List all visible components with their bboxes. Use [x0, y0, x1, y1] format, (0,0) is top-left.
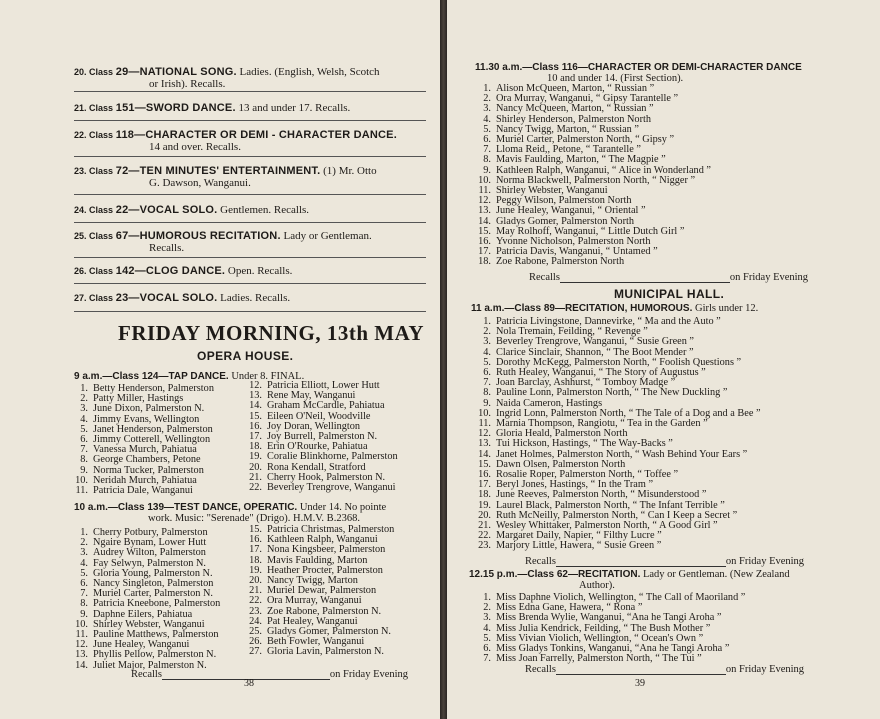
entry-text: Patricia Livingstone, Dannevirke, “ Ma and the Auto ”: [496, 316, 721, 327]
entry-number: 15.: [249, 410, 262, 422]
test-dance-list-2: [248, 525, 394, 658]
divider: [74, 156, 426, 157]
entry-text: Muriel Carter, Palmerston North, “ Gipsy ”: [496, 134, 675, 146]
entry-text: Kathleen Ralph, Wanganui: [267, 534, 378, 546]
entry-number: 3.: [80, 547, 88, 559]
entry-text: Muriel Dewar, Palmerston: [267, 585, 377, 597]
entry-number: 10.: [75, 474, 88, 486]
entry-number: 7.: [483, 144, 491, 156]
entry-text: Nancy Singleton, Palmerston: [93, 578, 214, 590]
entry-number: 21.: [249, 585, 262, 597]
entry-text: Beth Fowler, Wanganui: [267, 636, 365, 648]
entry-text: Nancy McQueen, Marton, “ Russian ”: [496, 103, 654, 115]
entry-number: 22.: [249, 482, 262, 494]
character-dance-heading: 11.30 a.m.—Class 116—CHARACTER OR DEMI-CHARACTER DANCE 10 and under 14. (First Section).: [475, 62, 802, 84]
class-26: 26. Class 142—CLOG DANCE. Open. Recalls.: [74, 265, 293, 277]
class-24: 24. Class 22—VOCAL SOLO. Gentlemen. Recalls.: [74, 204, 310, 216]
entry-text: June Healey, Wanganui, “ Oriental ”: [496, 205, 646, 217]
entry-number: 8.: [483, 154, 491, 166]
entry-number: 12.: [75, 639, 88, 651]
entry-text: Kathleen Ralph, Wanganui, “ Alice in Wonderland ”: [496, 164, 711, 176]
entry-text: Betty Henderson, Palmerston: [93, 383, 214, 394]
entry-text: Rona Kendall, Stratford: [267, 461, 366, 473]
entry-text: Ruth Healey, Wanganui, “ The Story of Augustus ”: [496, 367, 706, 379]
entry-text: Ora Murray, Wanganui: [267, 595, 362, 607]
entry-text: Naida Cameron, Hastings: [496, 397, 603, 409]
entry-number: 9.: [80, 464, 88, 476]
entry-number: 6.: [483, 134, 491, 146]
entry-number: 19.: [249, 564, 262, 576]
entry-number: 22.: [249, 595, 262, 607]
list-item: [477, 654, 745, 664]
entry-text: Nola Tremain, Feilding, “ Revenge ”: [496, 326, 648, 338]
entry-text: May Rolhoff, Wanganui, “ Little Dutch Girl ”: [496, 225, 685, 237]
list-item: [477, 541, 761, 551]
class-20: 20. Class 29—NATIONAL SONG. Ladies. (English, Welsh, Scotch or Irish). Recalls.: [74, 66, 380, 90]
entry-number: 10.: [75, 618, 88, 630]
entry-text: June Dixon, Palmerston N.: [93, 403, 205, 415]
entry-number: 19.: [249, 451, 262, 463]
entry-number: 9.: [80, 608, 88, 620]
entry-number: 1.: [80, 383, 88, 394]
entry-number: 1.: [80, 527, 88, 538]
entry-text: Juliet Major, Palmerston N.: [93, 659, 207, 671]
character-dance-list: [477, 84, 711, 268]
entry-number: 20.: [478, 509, 491, 521]
entry-text: Rene May, Wanganui: [267, 390, 356, 402]
entry-number: 4.: [483, 346, 491, 358]
entry-number: 7.: [483, 653, 491, 665]
entry-number: 21.: [478, 520, 491, 532]
entry-number: 11.: [75, 485, 88, 497]
entry-number: 22.: [478, 530, 491, 542]
entry-number: 2.: [483, 326, 491, 338]
entry-number: 25.: [249, 626, 262, 638]
class-21: 21. Class 151—SWORD DANCE. 13 and under 17. Recalls.: [74, 102, 351, 114]
page-number: 38: [244, 678, 254, 689]
entry-number: 15.: [478, 458, 491, 470]
entry-text: Jimmy Evans, Wellington: [93, 413, 200, 425]
entry-number: 1.: [483, 83, 491, 94]
entry-text: Patricia Davis, Wanganui, “ Untamed ”: [496, 246, 658, 258]
entry-number: 4.: [80, 413, 88, 425]
divider: [74, 257, 426, 258]
entry-number: 4.: [80, 557, 88, 569]
entry-text: Wesley Whittaker, Palmerston North, “ A Good Girl ”: [496, 520, 718, 532]
entry-text: Miss Daphne Violich, Wellington, “ The Call of Maoriland ”: [496, 592, 746, 603]
entry-text: Janet Henderson, Palmerston: [93, 423, 213, 435]
entry-number: 17.: [478, 479, 491, 491]
divider: [74, 222, 426, 223]
entry-text: Pauline Lonn, Palmerston North, “ The New Duckling ”: [496, 387, 728, 399]
entry-text: Shirley Henderson, Palmerston North: [496, 113, 652, 125]
recitation-nz-list: [477, 593, 745, 664]
entry-text: Audrey Wilton, Palmerston: [93, 547, 206, 559]
list-item: [248, 647, 394, 657]
entry-text: Jimmy Cotterell, Wellington: [93, 434, 211, 446]
entry-text: Peggy Wilson, Palmerston North: [496, 195, 632, 207]
entry-number: 1.: [483, 592, 491, 603]
entry-text: Graham McCardle, Pahiatua: [267, 400, 385, 412]
entry-number: 4.: [483, 113, 491, 125]
entry-number: 3.: [483, 336, 491, 348]
tap-dance-list-2: [248, 381, 398, 493]
entry-number: 18.: [478, 489, 491, 501]
entry-number: 6.: [483, 367, 491, 379]
entry-text: Gloria Heald, Palmerston North: [496, 428, 628, 440]
recalls-line: Recalls on Friday Evening: [525, 556, 805, 567]
entry-number: 14.: [478, 215, 491, 227]
entry-text: Phyllis Pellow, Palmerston N.: [93, 649, 217, 661]
entry-text: June Reeves, Palmerston North, “ Misunderstood ”: [496, 489, 707, 501]
page-number: 39: [635, 678, 645, 689]
session-heading: FRIDAY MORNING, 13th MAY: [118, 321, 425, 345]
entry-number: 5.: [80, 567, 88, 579]
entry-text: Gladys Gomer, Palmerston N.: [267, 626, 391, 638]
entry-number: 21.: [249, 471, 262, 483]
entry-text: Joy Doran, Wellington: [267, 420, 361, 432]
entry-text: Gloria Young, Palmerston N.: [93, 567, 213, 579]
entry-text: Muriel Carter, Palmerston N.: [93, 588, 213, 600]
entry-text: Mavis Faulding, Marton: [267, 554, 368, 566]
entry-number: 11.: [75, 629, 88, 641]
entry-number: 2.: [483, 602, 491, 614]
entry-text: Yvonne Nicholson, Palmerston North: [496, 236, 651, 248]
class-25: 25. Class 67—HUMOROUS RECITATION. Lady or Gentleman. Recalls.: [74, 230, 372, 254]
recitation-nz-heading: 12.15 p.m.—Class 62—RECITATION. Lady or Gentleman. (New Zealand Author).: [469, 569, 790, 591]
entry-text: Joan Barclay, Ashhurst, “ Tomboy Madge ”: [496, 377, 676, 389]
entry-number: 8.: [80, 454, 88, 466]
entry-number: 14.: [249, 400, 262, 412]
entry-text: Mavis Faulding, Marton, “ The Magpie ”: [496, 154, 666, 166]
entry-text: Miss Brenda Wylie, Wanganui, “Ana he Tangi Aroha ”: [496, 612, 722, 624]
divider: [74, 194, 426, 195]
right-page: [447, 0, 880, 719]
entry-number: 15.: [249, 524, 262, 535]
entry-number: 5.: [483, 632, 491, 644]
entry-number: 13.: [478, 205, 491, 217]
entry-text: Janet Holmes, Palmerston North, “ Wash Behind Your Ears ”: [496, 448, 748, 460]
entry-number: 6.: [80, 434, 88, 446]
divider: [74, 283, 426, 284]
entry-text: Miss Julia Kendrick, Feilding, “ The Bush Mother ”: [496, 622, 711, 634]
entry-number: 8.: [80, 598, 88, 610]
entry-number: 13.: [478, 438, 491, 450]
list-item: [248, 483, 398, 493]
entry-text: Ora Murray, Wanganui, “ Gipsy Tarantelle ”: [496, 93, 679, 105]
entry-text: June Healey, Wanganui: [93, 639, 190, 651]
entry-text: Margaret Daily, Napier, “ Filthy Lucre ”: [496, 530, 662, 542]
class-22: 22. Class 118—CHARACTER OR DEMI - CHARACTER DANCE. 14 and over. Recalls.: [74, 129, 397, 153]
entry-text: Norma Tucker, Palmerston: [93, 464, 204, 476]
entry-text: Rosalie Roper, Palmerston North, “ Toffee ”: [496, 469, 679, 481]
entry-text: Dawn Olsen, Palmerston North: [496, 458, 626, 470]
entry-number: 8.: [483, 387, 491, 399]
entry-number: 3.: [80, 403, 88, 415]
entry-number: 12.: [478, 428, 491, 440]
entry-number: 11.: [478, 185, 491, 197]
entry-number: 12.: [249, 380, 262, 391]
entry-text: Coralie Blinkhorne, Palmerston: [267, 451, 398, 463]
venue-heading: OPERA HOUSE.: [197, 349, 294, 363]
entry-text: Heather Procter, Palmerston: [267, 564, 383, 576]
entry-text: Patricia Christmas, Palmerston: [267, 524, 395, 535]
entry-number: 9.: [483, 164, 491, 176]
entry-text: Patricia Elliott, Lower Hutt: [267, 380, 380, 391]
entry-text: Zoe Rabone, Palmerston N.: [267, 605, 382, 617]
venue-heading: MUNICIPAL HALL.: [614, 287, 725, 301]
entry-text: Ingrid Lonn, Palmerston North, “ The Tale of a Dog and a Bee ”: [496, 407, 761, 419]
entry-text: Nancy Twigg, Marton, “ Russian ”: [496, 123, 639, 135]
entry-text: Miss Joan Farrelly, Palmerston North, “ The Tui ”: [496, 653, 702, 665]
test-dance-list-1: [74, 528, 220, 671]
entry-number: 2.: [483, 93, 491, 105]
entry-text: Norma Blackwell, Palmerston North, “ Nigger ”: [496, 174, 696, 186]
entry-text: Miss Edna Gane, Hawera, “ Rona ”: [496, 602, 643, 614]
divider: [74, 311, 426, 312]
entry-number: 15.: [478, 225, 491, 237]
entry-text: Shirley Webster, Wanganui: [93, 618, 205, 630]
entry-text: Shirley Webster, Wanganui: [496, 185, 608, 197]
entry-text: Fay Selwyn, Palmerston N.: [93, 557, 206, 569]
entry-text: Eileen O'Neil, Woodville: [267, 410, 371, 422]
entry-text: Nona Kingsbeer, Palmerston: [267, 544, 386, 556]
entry-number: 26.: [249, 636, 262, 648]
entry-number: 7.: [483, 377, 491, 389]
entry-text: George Chambers, Petone: [93, 454, 201, 466]
entry-text: Alison McQueen, Marton, “ Russian ”: [496, 83, 655, 94]
entry-number: 3.: [483, 103, 491, 115]
entry-text: Beryl Jones, Hastings, “ In the Tram ”: [496, 479, 654, 491]
entry-number: 4.: [483, 622, 491, 634]
entry-text: Miss Vivian Violich, Wellington, “ Ocean's Own ”: [496, 632, 704, 644]
entry-text: Vanessa Murch, Pahiatua: [93, 444, 197, 456]
tap-dance-list-1: [74, 384, 214, 496]
divider: [74, 120, 426, 121]
entry-number: 17.: [249, 431, 262, 443]
entry-text: Cherry Potbury, Palmerston: [93, 527, 208, 538]
entry-number: 20.: [249, 461, 262, 473]
entry-text: Neridah Murch, Pahiatua: [93, 474, 197, 486]
entry-number: 3.: [483, 612, 491, 624]
entry-number: 16.: [478, 469, 491, 481]
entry-number: 27.: [249, 646, 262, 658]
entry-text: Daphne Eilers, Pahiatua: [93, 608, 193, 620]
entry-text: Erin O'Rourke, Pahiatua: [267, 441, 368, 453]
entry-number: 2.: [80, 537, 88, 549]
entry-text: Zoe Rabone, Palmerston North: [496, 256, 625, 268]
entry-number: 9.: [483, 397, 491, 409]
entry-text: Nancy Twigg, Marton: [267, 575, 358, 587]
entry-text: Cherry Hook, Palmerston N.: [267, 471, 386, 483]
recalls-line: Recalls on Friday Evening: [529, 272, 809, 283]
entry-number: 24.: [249, 615, 262, 627]
recitation-humorous-list: [477, 317, 761, 552]
entry-text: Marnia Thompson, Rangiotu, “ Tea in the Garden ”: [496, 418, 708, 430]
entry-text: Joy Burrell, Palmerston N.: [267, 431, 378, 443]
recitation-humorous-heading: 11 a.m.—Class 89—RECITATION, HUMOROUS. Girls under 12.: [471, 303, 759, 314]
entry-text: Tui Hickson, Hastings, “ The Way-Backs ”: [496, 438, 673, 450]
entry-number: 13.: [249, 390, 262, 402]
entry-text: Laurel Black, Palmerston North, “ The Infant Terrible ”: [496, 499, 725, 511]
entry-text: Dorothy McKegg, Palmerston North, “ Foolish Questions ”: [496, 356, 742, 368]
entry-text: Patty Miller, Hastings: [93, 393, 184, 405]
entry-number: 1.: [483, 316, 491, 327]
recalls-line: Recalls on Friday Evening: [131, 669, 409, 680]
entry-number: 20.: [249, 575, 262, 587]
entry-text: Patricia Dale, Wanganui: [93, 485, 193, 497]
entry-text: Gloria Lavin, Palmerston N.: [267, 646, 384, 658]
entry-text: Patricia Kneebone, Palmerston: [93, 598, 221, 610]
entry-number: 14.: [75, 659, 88, 671]
entry-number: 6.: [483, 643, 491, 655]
entry-number: 5.: [80, 423, 88, 435]
entry-number: 10.: [478, 174, 491, 186]
entry-text: Miss Gladys Tonkins, Wanganui, “Ana he Tangi Aroha ”: [496, 643, 730, 655]
entry-text: Lloma Reid,, Petone, “ Tarantelle ”: [496, 144, 641, 156]
entry-text: Ngaire Bynam, Lower Hutt: [93, 537, 207, 549]
entry-number: 17.: [249, 544, 262, 556]
entry-number: 17.: [478, 246, 491, 258]
class-27: 27. Class 23—VOCAL SOLO. Ladies. Recalls.: [74, 292, 291, 304]
entry-number: 16.: [249, 534, 262, 546]
test-dance-heading: 10 a.m.—Class 139—TEST DANCE, OPERATIC. Under 14. No pointe work. Music: "Serenade" (Drigo). H.M.V. B.2368.: [74, 502, 387, 524]
entry-number: 23.: [249, 605, 262, 617]
entry-number: 13.: [75, 649, 88, 661]
entry-number: 5.: [483, 356, 491, 368]
entry-number: 18.: [249, 441, 262, 453]
entry-number: 19.: [478, 499, 491, 511]
entry-number: 7.: [80, 588, 88, 600]
entry-number: 10.: [478, 407, 491, 419]
entry-number: 11.: [478, 418, 491, 430]
entry-number: 7.: [80, 444, 88, 456]
entry-text: Clarice Sinclair, Shannon, “ The Boot Mender ”: [496, 346, 694, 358]
list-item: [477, 257, 711, 267]
entry-text: Marjory Little, Hawera, “ Susie Green ”: [496, 540, 662, 552]
entry-text: Beverley Trengrove, Wanganui, “ Susie Green ”: [496, 336, 695, 348]
entry-text: Pauline Matthews, Palmerston: [93, 629, 219, 641]
entry-number: 18.: [478, 256, 491, 268]
entry-number: 23.: [478, 540, 491, 552]
entry-number: 18.: [249, 554, 262, 566]
list-item: [74, 486, 214, 496]
recalls-line: Recalls on Friday Evening: [525, 664, 805, 675]
entry-number: 6.: [80, 578, 88, 590]
entry-number: 14.: [478, 448, 491, 460]
entry-text: Ruth McNeilly, Palmerston North, “ Can I Keep a Secret ”: [496, 509, 738, 521]
entry-number: 16.: [478, 236, 491, 248]
entry-number: 16.: [249, 420, 262, 432]
entry-number: 12.: [478, 195, 491, 207]
entry-number: 5.: [483, 123, 491, 135]
divider: [74, 91, 426, 92]
entry-text: Pat Healey, Wanganui: [267, 615, 358, 627]
class-23: 23. Class 72—TEN MINUTES' ENTERTAINMENT. (1) Mr. Otto G. Dawson, Wanganui.: [74, 165, 377, 189]
entry-text: Beverley Trengrove, Wanganui: [267, 482, 396, 494]
book-gutter: [440, 0, 447, 719]
tap-dance-heading: 9 a.m.—Class 124—TAP DANCE. Under 8. FINAL.: [74, 371, 305, 382]
entry-number: 2.: [80, 393, 88, 405]
entry-text: Gladys Gomer, Palmerston North: [496, 215, 635, 227]
